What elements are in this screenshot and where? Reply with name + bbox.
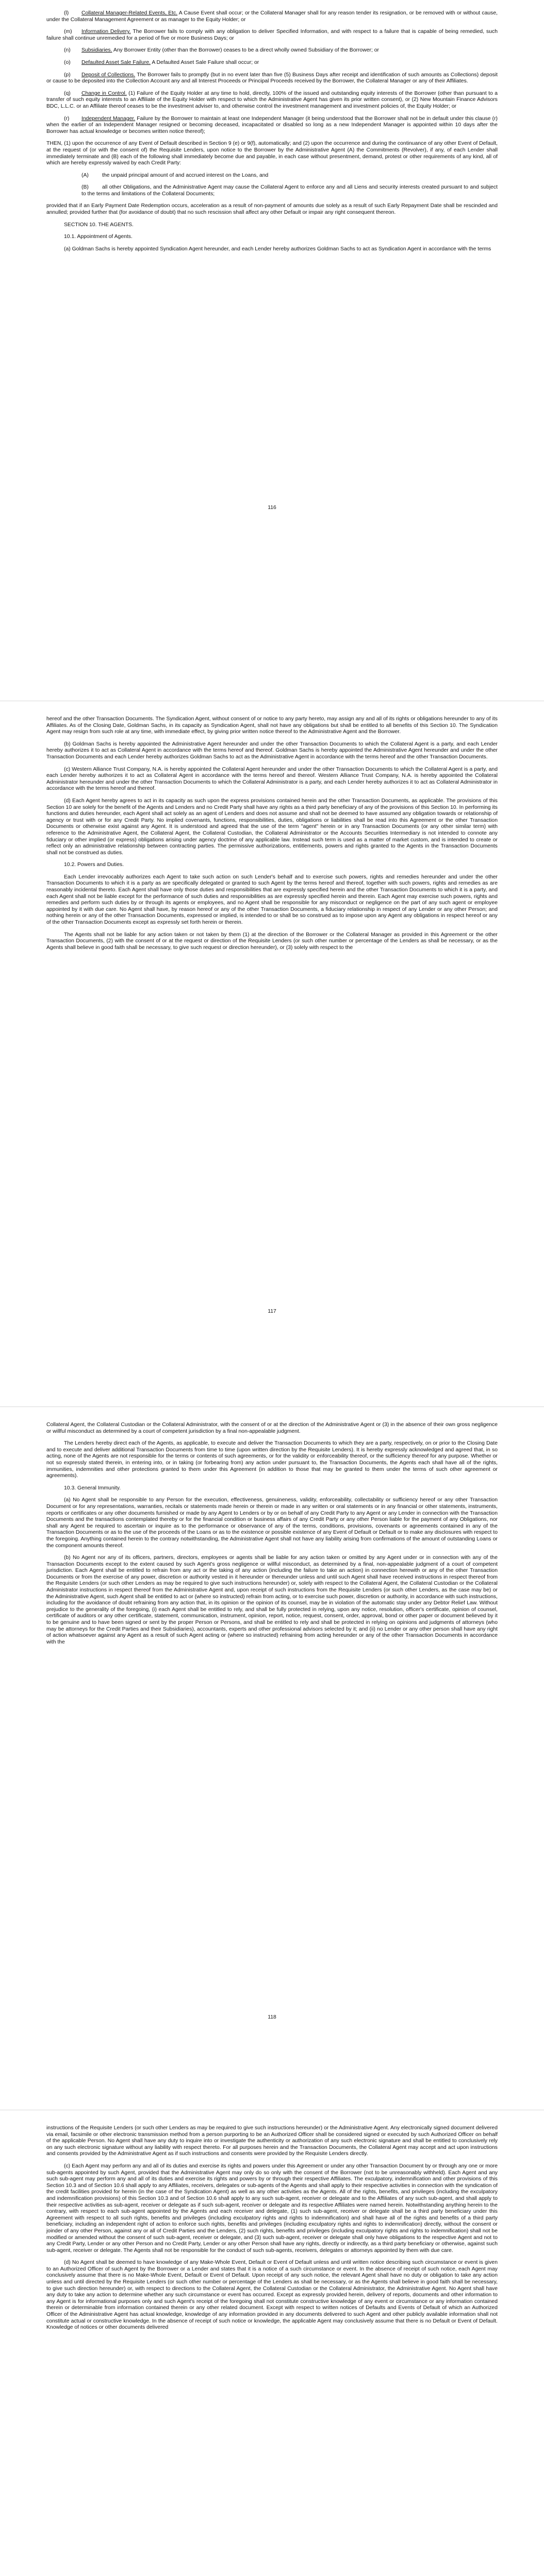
paragraph: (a) Goldman Sachs is hereby appointed Syndication Agent hereunder, and each Lender hereby authorizes Goldman Sachs to act as Syndication Agent in accordance with the terms bbox=[64, 246, 491, 252]
item-a: (A) the unpaid principal amount of and accrued interest on the Loans, and bbox=[81, 172, 269, 178]
provided-paragraph: provided that if an Early Payment Date Redemption occurs, acceleration as a result of non-payment of amounts due solely as a result of such Early Repayment Date shall be rescinded and annulled; provided further that (for avoidance of doubt) that no such rescission shall affect any other Default or impair any right consequent thereon. bbox=[46, 203, 498, 216]
then-paragraph: THEN, (1) upon the occurrence of any Event of Default described in Section 9 (e) or 9(f), automatically; and (2) upon the occurrence and during the continuance of any other Event of Default, at the request of (or with the consent of) the Requisite Lenders, upon notice to the Borrower by the Administrative Agent (A) the Commitments (Revolver), if any, of each Lender shall immediately terminate and (B) each of the following shall immediately become due and payable, in each case without presentment, demand, protest or other requirements of any kind, all of which are hereby expressly waived by each Credit Party: bbox=[46, 141, 498, 166]
clause-l: (l) Collateral Manager-Related Events, Etc. A Cause Event shall occur; or the Collateral Manager shall for any reason tender its resignation, or be removed with or without cause, under the Collateral Management Agreement or as manager to the Equity Holder; or bbox=[46, 10, 498, 23]
clause-title: Independent Manager. bbox=[81, 115, 136, 122]
clause-r: (r) Independent Manager. Failure by the Borrower to maintain at least one Independent Manager (it being understood that the Borrower shall not be in default under this clause (r) when the earlier of an Independent Manager resigned or becoming deceased, incapacitated or disabled so long as a new Independent Manager is appointed within 10 days after the Borrower has actual knowledge or becomes written notice thereof); bbox=[46, 115, 498, 134]
paragraph: hereof and the other Transaction Documents. The Syndication Agent, without consent of or notice to any party hereto, may assign any and all of its rights or obligations hereunder to any of its Affiliates. As of the Closing Date, Goldman Sachs, in its capacity as Syndication Agent, shall not have any obligations but shall be entitled to all benefits of this Section 10. The Syndication Agent may resign from such role at any time, with immediate effect, by giving prior written notice thereof to the Administrative Agent and the Borrower. bbox=[46, 716, 498, 735]
clause-title: Information Delivery. bbox=[81, 29, 131, 35]
paragraph: (d) No Agent shall be deemed to have knowledge of any Make-Whole Event, Default or Event of Default unless and until written notice describing such circumstance or event is given to an Authorized Officer of such Agent by the Borrower or a Lender and states that it is a notice of a such circumstance or event. In the absence of receipt of such notice, each Agent may conclusively assume that there is no Make-Whole Event, Default or Event of Default. Upon receipt of any such notice, the relevant Agent shall have no duty or obligation to take any action unless and until directed by the Requisite Lenders (or such other number or percentage of the Lenders as shall be necessary, or as the Agents shall believe in good faith shall be necessary, to give such direction hereunder) or, with respect to directions to the Collateral Agent, the Collateral Custodian or the Collateral Administrator, the Administrative Agent. No Agent shall have any duty to take any action to determine whether any such circumstance or event has occurred. Except as expressly provided herein, delivery of reports, documents and other information to any Agent is for informational purposes only and such Agent's receipt of the foregoing shall not constitute constructive knowledge of any event or circumstance or any information contained therein or determinable from information contained therein or any other related document. Except with respect to written notices of Defaults and Events of Default of which an Authorized Officer of the Administrative Agent has actual knowledge, knowledge of any information provided in any documents delivered to such Agent and other publicly available information shall not constitute actual or constructive knowledge. In the absence of receipt of such notice or knowledge, the applicable Agent may conclusively assume that there is no Default or Event of Default. Knowledge of notices or other documents delivered bbox=[46, 2260, 498, 2331]
paragraph: (d) Each Agent hereby agrees to act in its capacity as such upon the express provisions contained herein and the other Transaction Documents, as applicable. The provisions of this Section 10 are solely for the benefit of the Agents and Lenders and no Credit Party shall have any rights as a third party beneficiary of any of the provisions of this Section 10. In performing its functions and duties hereunder, each Agent shall act solely as an agent of Lenders and does not assume and shall not be deemed to have assumed any obligation towards or relationship of agency or trust with or for any Credit Party. No implied covenants, functions, responsibilities, duties, obligations or liabilities shall be read into this Agreement or the other Transaction Documents or otherwise exist against any Agent. It is understood and agreed that the use of the term "agent" herein or in any Transaction Documents (or any other similar term) with reference to the Administrative Agent, the Collateral Agent, the Collateral Custodian, the Collateral Administrator or the Accounts Securities Intermediary is not intended to connote any fiduciary or other implied (or express) obligations arising under agency doctrine of any applicable law. Instead such term is used as a matter of market custom, and is intended to create or reflect only an administrative relationship between contracting parties. The permissive authorizations, entitlements, powers and rights granted to the Agents in the Transaction Documents shall not be construed as duties. bbox=[46, 798, 498, 856]
paragraph: (b) No Agent nor any of its officers, partners, directors, employees or agents shall be liable for any action taken or omitted by any Agent under or in connection with any of the Transaction Documents except to the extent caused by such Agent's gross negligence or willful misconduct, as determined by a final, non-appealable judgment of a court of competent jurisdiction. Each Agent shall be entitled to refrain from any act or the taking of any action (including the failure to take an action) in connection herewith or any of the other Transaction Documents or from the exercise of any power, discretion or authority vested in it hereunder or thereunder unless and until such Agent shall have received instructions in respect thereof from the Requisite Lenders (or such other Lenders as may be required to give such instructions hereunder) or, solely with respect to the Collateral Agent, the Collateral Custodian or the Collateral Administrator instructions in respect thereof from the Administrative Agent and, upon receipt of such instructions from the Requisite Lenders (or such other Lenders, as the case may be) or the Administrative Agent, such Agent shall be entitled to act or (where so instructed) refrain from acting, or to exercise such power, discretion or authority, in accordance with such instructions, including for the avoidance of doubt refraining from any action that, in its opinion or the opinion of its counsel, may be in violation of the automatic stay under any Debtor Relief Law. Without prejudice to the generality of the foregoing, (i) each Agent shall be entitled to rely, and shall be fully protected in relying, upon any notice, resolution, officer's certificate, opinion of counsel, certificate of auditors or any other certificate, statement, communication, instrument, opinion, report, notice, request, consent, order, approval, bond or other paper or document believed by it to be genuine and to have been signed or sent by the proper Person or Persons, and shall be entitled to rely and shall be protected in relying on opinions and judgments of attorneys (who may be attorneys for the Credit Parties and their Subsidiaries), accountants, experts and other professional advisors selected by it; and (ii) no Lender or any other person shall have any right of action whatsoever against any Agent as a result of such Agent acting or (where so instructed) refraining from acting hereunder or any of the other Transaction Documents in accordance with the bbox=[46, 1555, 498, 1645]
clause-title: Change in Control. bbox=[81, 90, 127, 96]
page-118 bbox=[0, 1422, 544, 2102]
section-heading: SECTION 10. THE AGENTS. bbox=[64, 222, 134, 228]
paragraph: (c) Each Agent may perform any and all of its duties and exercise its rights and powers under this Agreement or under any other Transaction Document by or through any one or more sub-agents appointed by such Agent, provided that the Administrative Agent may only do so only with the consent of the Borrower (not to be unreasonably withheld). Each Agent and any such sub-agent may perform any and all of its duties and exercise its rights and powers by or through their respective Affiliates. The exculpatory, indemnification and other provisions of this Section 10.3 and of Section 10.6 shall apply to any Affiliates, receivers, delegates or sub-agents of the Agents and shall apply to their respective activities in connection with the syndication of the credit facilities provided for herein (in the case of the Syndication Agent) as well as any other activities as the Agents. All of the rights, benefits, and privileges (including the exculpatory and indemnification provisions) of this Section 10.3 and of Section 10.6 shall apply to any such sub-agent, receiver or delegate and to the Affiliates of any such sub-agent, and shall apply to their respective activities as sub-agent, receiver or delegate as if such sub-agent, receiver or delegate and its respective Affiliates were named herein. Notwithstanding anything herein to the contrary, with respect to each sub-agent appointed by the Agents and each receiver and delegate, (1) such sub-agent, receiver or delegate shall be a third party beneficiary under this Agreement with respect to all such rights, benefits and privileges (including exculpatory rights and rights to indemnification) and shall have all of the rights and benefits of a third party beneficiary, including an independent right of action to enforce such rights, benefits and privileges (including exculpatory rights and rights to indemnification) directly, without the consent or joinder of any other Person, against any or all of Credit Parties and the Lenders, (2) such rights, benefits and privileges (including exculpatory rights and rights to indemnification) shall not be modified or amended without the consent of such sub-agent, receiver or delegate, and (3) such sub-agent, receiver or delegate shall only have obligations to the respective Agent and not to any Credit Party, Lender or any other Person and no Credit Party, Lender or any other Person shall have any rights, directly or indirectly, as a third party beneficiary or otherwise, against such sub-agent, receiver or delegate. The Agents shall not be responsible for the conduct of such sub-agents, receivers, delegates or attorneys appointed by them with due care. bbox=[46, 2163, 498, 2253]
paragraph: The Agents shall not be liable for any action taken or not taken by them (1) at the direction of the Borrower or the Collateral Manager as provided in this Agreement or the other Transaction Documents, (2) with the consent of or at the request or direction of the Requisite Lenders (or such other number or percentage of the Lenders as shall be necessary, or as the Agents shall believe in good faith shall be necessary, to give such request or direction hereunder), or (3) solely with respect to the bbox=[46, 931, 498, 951]
item-b: (B) all other Obligations, and the Administrative Agent may cause the Collateral Agent to enforce any and all Liens and security interests created pursuant to and subject to the terms and limitations of the Collateral Documents; bbox=[81, 184, 498, 197]
paragraph: The Lenders hereby direct each of the Agents, as applicable, to execute and deliver the Transaction Documents to which they are a party, respectively, on or prior to the Closing Date and to execute and deliver additional Transaction Documents from time to time (upon written direction by the Requisite Lenders). It is hereby expressly acknowledged and agreed that, in so acting, none of the Agents are not responsible for the terms or contents of such agreements, or for the validity or enforceability thereof, or the sufficiency thereof for any purpose. Whether or not so expressly stated therein, in entering into, or in taking (or forbearing from) any action under pursuant to, the Transaction Documents, the Agents each shall have all of the rights, immunities, indemnities and other protections granted to them under this Agreement (in addition to those that may be granted to them under the terms of such other agreement or agreements). bbox=[46, 1440, 498, 1479]
sub-heading: 10.1. Appointment of Agents. bbox=[64, 234, 133, 240]
paragraph: (c) Western Alliance Trust Company, N.A. is hereby appointed the Collateral Agent hereunder and under the other Transaction Documents to which the Collateral Agent is a party, and each Lender hereby authorizes it to act as Collateral Agent in accordance with the terms hereof and thereof. Western Alliance Trust Company, N.A. is hereby appointed the Collateral Administrator hereunder and under the other Transaction Documents to which the Collateral Administrator is a party, and each Lender hereby authorizes it to act as Collateral Administrator in accordance with the terms hereof and thereof. bbox=[46, 766, 498, 792]
paragraph: (b) Goldman Sachs is hereby appointed the Administrative Agent hereunder and under the other Transaction Documents to which the Collateral Agent is a party, and each Lender hereby authorizes it to act as Collateral Agent in accordance with the terms hereof and thereof. Goldman Sachs is hereby appointed the Administrative Agent hereunder and under the other Transaction Documents and each Lender hereby authorizes Goldman Sachs to act as the Administrative Agent in accordance with the terms hereof and the other Transaction Documents. bbox=[46, 741, 498, 760]
clause-o: (o) Defaulted Asset Sale Failure. A Defaulted Asset Sale Failure shall occur; or bbox=[64, 59, 259, 65]
sub-heading: 10.3. General Immunity. bbox=[64, 1485, 121, 1491]
clause-title: Deposit of Collections. bbox=[81, 72, 136, 78]
page-119 bbox=[0, 2125, 544, 2576]
page-number: 117 bbox=[268, 1309, 276, 1314]
page-117 bbox=[0, 716, 544, 1401]
page-divider bbox=[0, 1406, 544, 1407]
page-number: 118 bbox=[268, 2014, 276, 2020]
clause-m: (m) Information Delivery. The Borrower fails to comply with any obligation to deliver Specified Information, and with respect to a failure that is capable of being remedied, such failure shall continue unremedied for a period of five or more Business Days; or bbox=[46, 29, 498, 41]
clause-title: Subsidiaries. bbox=[81, 47, 112, 54]
sub-heading: 10.2. Powers and Duties. bbox=[64, 862, 124, 868]
clause-p: (p) Deposit of Collections. The Borrower fails to promptly (but in no event later than five (5) Business Days after receipt and identification of such amounts as Collections) deposit or cause to be deposited into the Collection Account any and all Interest Proceeds or Principal Proceeds received by the Borrower, the Collateral Manager or any of their Affiliates. bbox=[46, 72, 498, 84]
paragraph: Each Lender irrevocably authorizes each Agent to take such action on such Lender's behalf and to exercise such powers, rights and remedies hereunder and under the other Transaction Documents to which it is a party as are specifically delegated or granted to such Agent by the terms hereof and thereof, together with such powers, rights and remedies as are reasonably incidental thereto. Each Agent shall have only those duties and responsibilities that are expressly specified herein and the other Transaction Documents to which it is a party, and each Agent shall not be liable except for the performance of such duties and responsibilities as are expressly specified herein and therein. Each Agent may exercise such powers, rights and remedies and perform such duties by or through its agents or employees, and no Agent shall be responsible for any misconduct or negligence on the part of any such agent or employee appointed by it with due care. No Agent shall have, by reason hereof or any of the other Transaction Documents, a fiduciary relationship in respect of any Lender or any other Person; and nothing herein or any of the other Transaction Documents, expressed or implied, is intended to or shall be so construed as to impose upon any Agent any obligations in respect hereof or any of the other Transaction Documents except as expressly set forth herein or therein. bbox=[46, 874, 498, 926]
clause-n: (n) Subsidiaries. Any Borrower Entity (other than the Borrower) ceases to be a direct wholly owned Subsidiary of the Borrower; or bbox=[64, 47, 379, 54]
paragraph: instructions of the Requisite Lenders (or such other Lenders as may be required to give such instructions hereunder) or the Administrative Agent. Any electronically signed document delivered via email, facsimile or other electronic transmission method from a person purporting to be an Authorized Officer shall be considered signed or executed by such Authorized Officer on behalf of the applicable Person. No Agent shall have any duty to inquire into or investigate the authenticity or authorization of any such electronic signature and shall be entitled to conclusively rely on any such electronic signature without any liability with respect thereto. For all purposes herein and the Transaction Documents, the Collateral Agent may accept and act upon instructions and consents provided by the Administrative Agent as if such instructions and consents were provided by the Requisite Lenders directly. bbox=[46, 2125, 498, 2157]
clause-title: Defaulted Asset Sale Failure. bbox=[81, 59, 151, 65]
clause-q: (q) Change in Control. (1) Failure of the Equity Holder at any time to hold, directly, 100% of the issued and outstanding equity interests of the Borrower (other than pursuant to a transfer of such equity interests to an Affiliate of the Equity Holder with respect to which the Administrative Agent has given its prior written consent), or (2) New Mountain Finance Advisors BDC, L.L.C. or an Affiliate thereof ceases to be the investment adviser to, and otherwise control the investment management and investment policies of, the Equity Holder; or bbox=[46, 90, 498, 109]
clause-title: Collateral Manager-Related Events, Etc. bbox=[81, 10, 178, 16]
page-number: 116 bbox=[268, 505, 276, 511]
page-116 bbox=[0, 10, 544, 701]
paragraph: Collateral Agent, the Collateral Custodian or the Collateral Administrator, with the consent of or at the direction of the Administrative Agent or (3) in the absence of their own gross negligence or willful misconduct as determined by a court of competent jurisdiction by a final non-appealable judgment. bbox=[46, 1422, 498, 1434]
paragraph: (a) No Agent shall be responsible to any Person for the execution, effectiveness, genuineness, validity, enforceability, collectability or sufficiency hereof or any other Transaction Document or for any representations, warranties, recitals or statements made herein or therein or made in any written or oral statements or in any financial or other statements, instruments, reports or certificates or any other documents furnished or made by any Agent to Lenders or by or on behalf of any Credit Party to any Agent or any Lender in connection with the Transaction Documents and the transactions contemplated thereby or for the financial condition or business affairs of any Credit Party or any other Person liable for the payment of any Obligations, nor shall any Agent be required to ascertain or inquire as to the performance or observance of any of the terms, conditions, provisions, covenants or agreements contained in any of the Transaction Documents or as to the use of the proceeds of the Loans or as to the existence or possible existence of any Event of Default or Default or to make any disclosures with respect to the foregoing. Anything contained herein to the contrary notwithstanding, the Administrative Agent shall not have any liability arising from confirmations of the amount of outstanding Loans or the component amounts thereof. bbox=[46, 1497, 498, 1549]
